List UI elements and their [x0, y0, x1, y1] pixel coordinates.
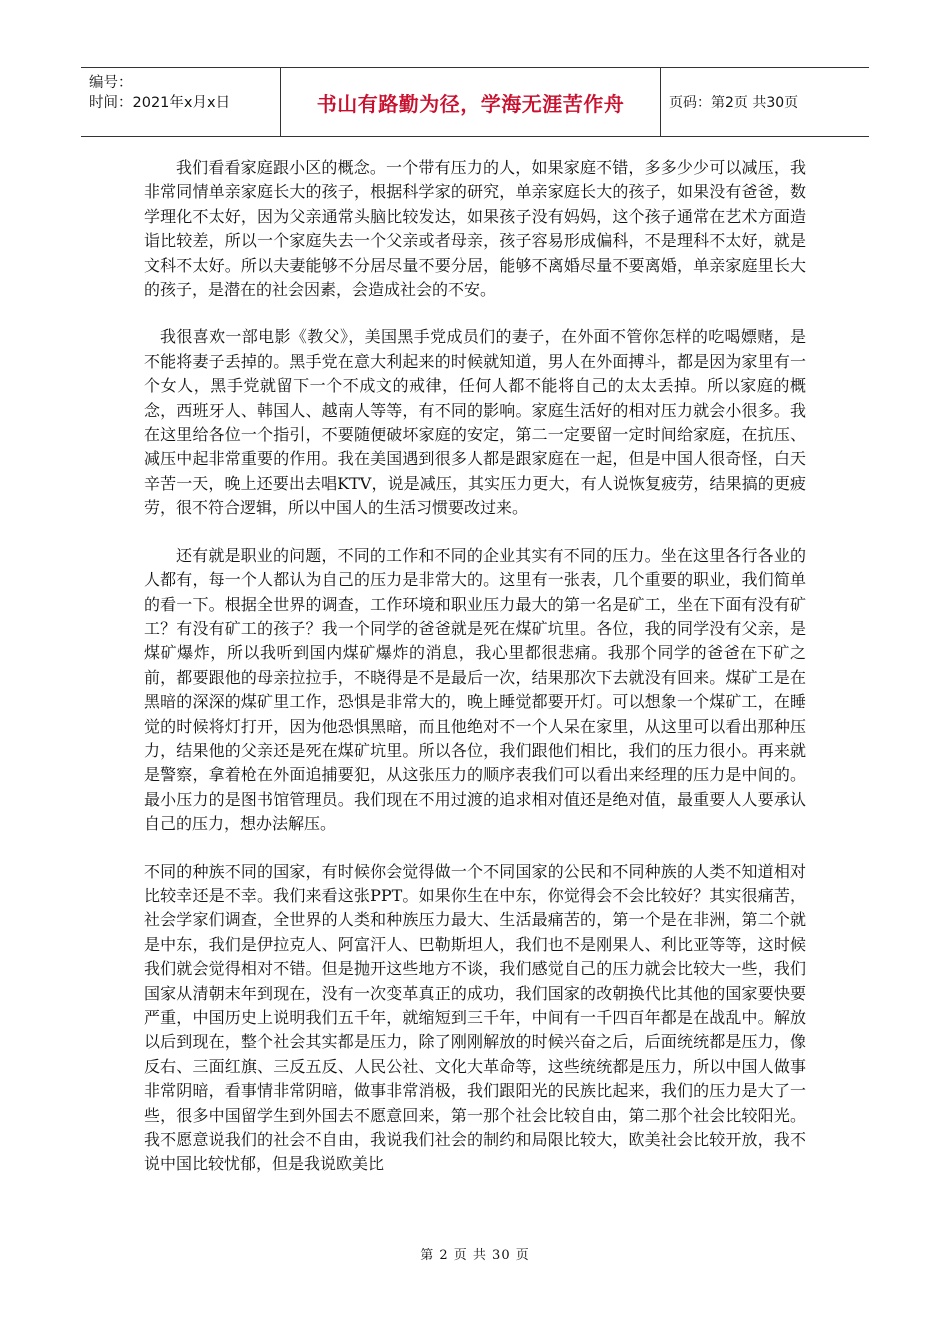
- body-paragraph: 我们看看家庭跟小区的概念。一个带有压力的人，如果家庭不错，多多少少可以减压，我非常同情单亲家庭长大的孩子，根据科学家的研究，单亲家庭长大的孩子，如果没有爸爸，数学理化不太好，因为父亲通常头脑比较发达，如果孩子没有妈妈，这个孩子通常在艺术方面造诣比较差，所以一个家庭失去一个父亲或者母亲，孩子容易形成偏科，不是理科不太好，就是文科不太好。所以夫妻能够不分居尽量不要分居，能够不离婚尽量不要离婚，单亲家庭里长大的孩子，是潜在的社会因素，会造成社会的不安。: [144, 158, 806, 300]
- body-paragraph: 还有就是职业的问题，不同的工作和不同的企业其实有不同的压力。坐在这里各行各业的人都有，每一个人都认为自己的压力是非常大的。这里有一张表，几个重要的职业，我们简单的看一下。根据全世界的调查，工作环境和职业压力最大的第一名是矿工，坐在下面有没有矿工？有没有矿工的孩子？我一个同学的爸爸就是死在煤矿坑里。各位，我的同学没有父亲，是煤矿爆炸，所以我听到国内煤矿爆炸的消息，我心里都很悲痛。我那个同学的爸爸在下矿之前，都要跟他的母亲拉拉手，不晓得是不是最后一次，结果那次下去就没有回来。煤矿工是在黑暗的深深的煤矿里工作，恐惧是非常大的，晚上睡觉都要开灯。可以想象一个煤矿工，在睡觉的时候将灯打开，因为他恐惧黑暗，而且他绝对不一个人呆在家里，从这里可以看出那种压力，结果他的父亲还是死在煤矿坑里。所以各位，我们跟他们相比，我们的压力很小。再来就是警察，拿着枪在外面追捕要犯，从这张压力的顺序表我们可以看出来经理的压力是中间的。最小压力的是图书馆管理员。我们现在不用过渡的追求相对值还是绝对值，最重要人人要承认自己的压力，想办法解压。: [144, 545, 806, 834]
- document-number-label: 编号：: [89, 75, 133, 91]
- body-paragraph: 我很喜欢一部电影《教父》，美国黑手党成员们的妻子，在外面不管你怎样的吃喝嫖赌，是不能将妻子丢掉的。黑手党在意大利起来的时候就知道，男人在外面搏斗，都是因为家里有一个女人，黑手党就留下一个不成文的戒律，任何人都不能将自己的太太丢掉。所以家庭的概念，西班牙人、韩国人、越南人等等，有不同的影响。家庭生活好的相对压力就会小很多。我在这里给各位一个指引，不要随便破坏家庭的安定，第二一定要留一定时间给家庭，在抗压、减压中起非常重要的作用。我在美国遇到很多人都是跟家庭在一起，但是中国人很奇怪，白天辛苦一天，晚上还要出去唱KTV，说是减压，其实压力更大，有人说恢复疲劳，结果搞的更疲劳，很不符合逻辑，所以中国人的生活习惯要改过来。: [144, 327, 806, 518]
- header-page-info: 页码：第2页 共30页: [669, 95, 799, 111]
- document-time-label: 时间：2021年x月x日: [89, 95, 231, 111]
- document-body: [144, 156, 806, 1200]
- header-motto: 书山有路勤为径，学海无涯苦作舟: [280, 68, 661, 136]
- document-header: [81, 67, 869, 137]
- page-footer: 第 2 页 共 30 页: [420, 1248, 530, 1263]
- header-meta: [81, 68, 280, 136]
- body-paragraph: 不同的种族不同的国家，有时候你会觉得做一个不同国家的公民和不同种族的人类不知道相对比较幸还是不幸。我们来看这张PPT。如果你生在中东，你觉得会不会比较好？其实很痛苦，社会学家们调查，全世界的人类和种族压力最大、生活最痛苦的，第一个是在非洲，第二个就是中东，我们是伊拉克人、阿富汗人、巴勒斯坦人，我们也不是刚果人、利比亚等等，这时候我们就会觉得相对不错。但是抛开这些地方不谈，我们感觉自己的压力就会比较大一些，我们国家从清朝末年到现在，没有一次变革真正的成功，我们国家的改朝换代比其他的国家要快要严重，中国历史上说明我们五千年，就缩短到三千年，中间有一千四百年都是在战乱中。解放以后到现在，整个社会其实都是压力，除了刚刚解放的时候兴奋之后，后面统统都是压力，像反右、三面红旗、三反五反、人民公社、文化大革命等，这些统统都是压力，所以中国人做事非常阴暗，看事情非常阴暗，做事非常消极，我们跟阳光的民族比起来，我们的压力是大了一些，很多中国留学生到外国去不愿意回来，第一那个社会比较自由，第二那个社会比较阳光。我不愿意说我们的社会不自由，我说我们社会的制约和局限比较大，欧美社会比较开放，我不说中国比较忧郁，但是我说欧美比: [144, 861, 806, 1174]
